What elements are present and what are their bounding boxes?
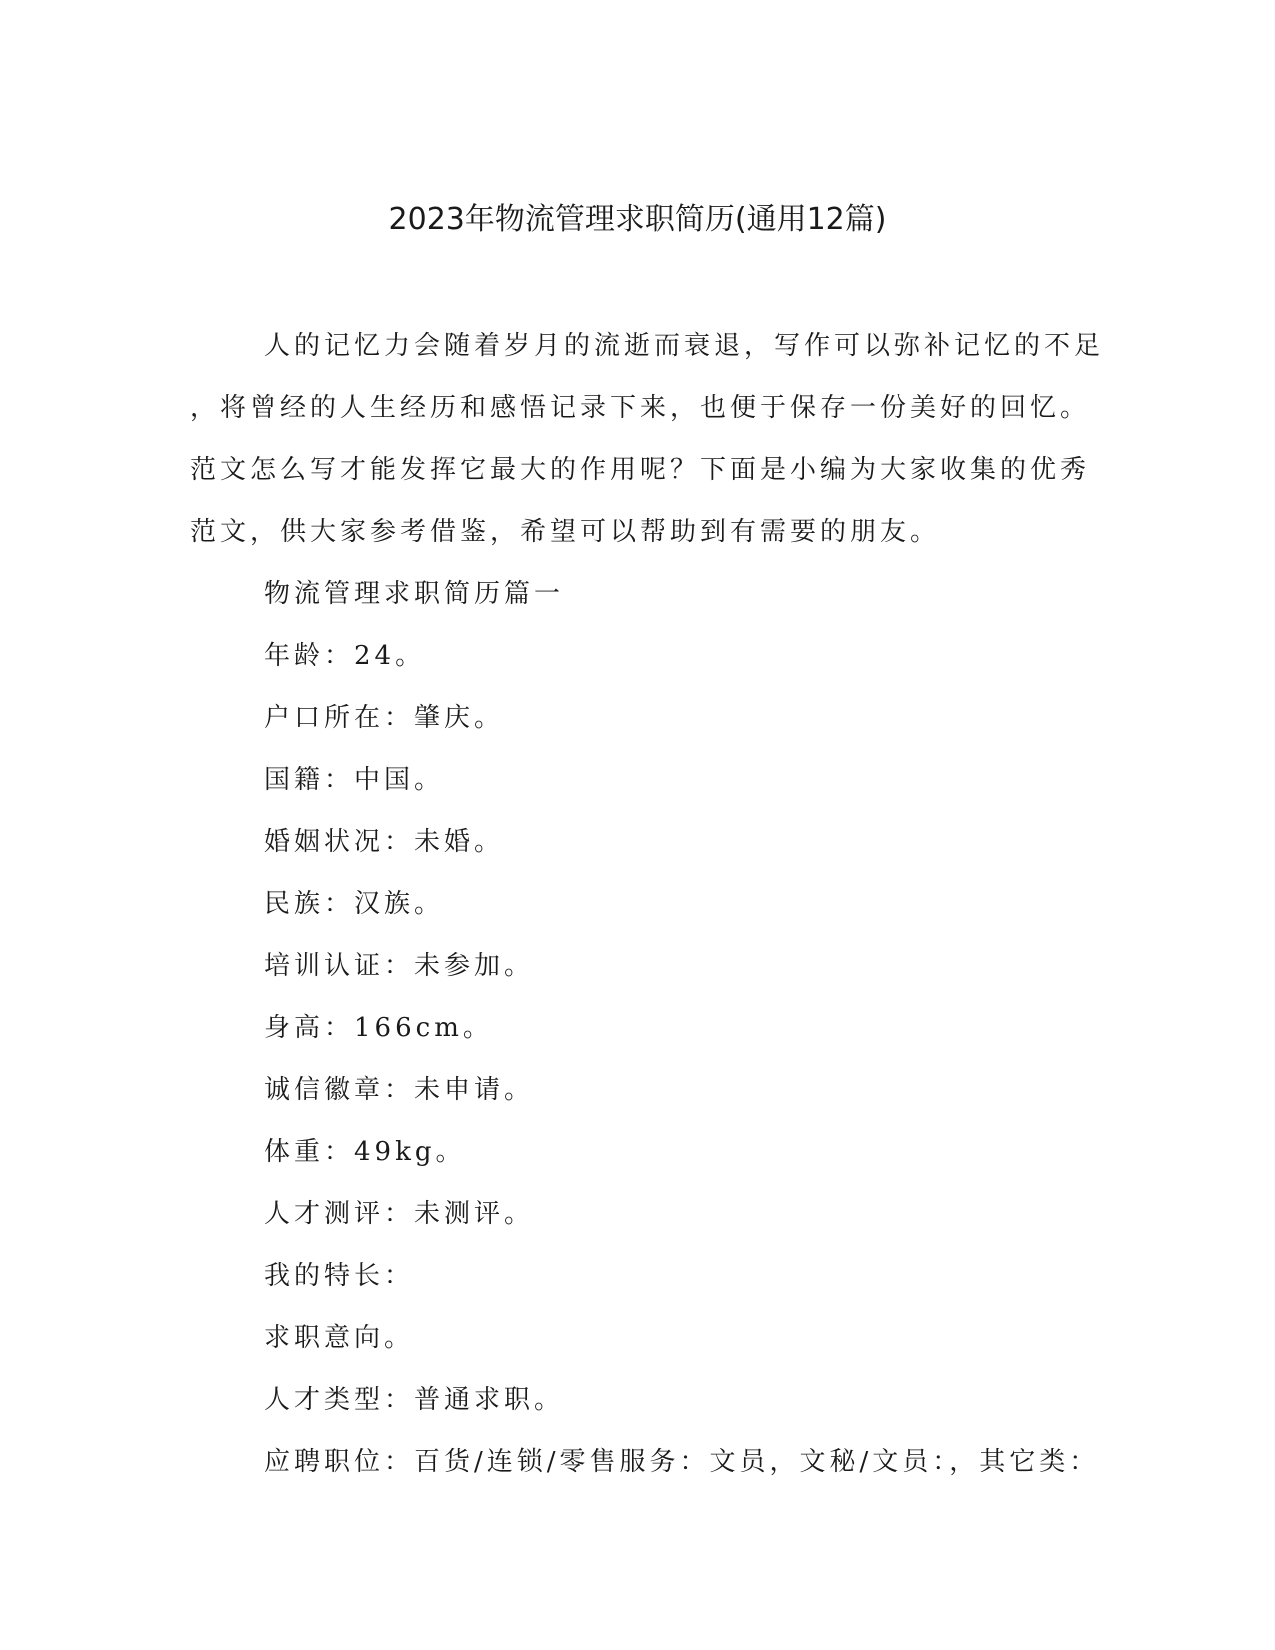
field-talent-assessment: 人才测评：未测评。 (264, 1199, 535, 1229)
intro-line: ，将曾经的人生经历和感悟记录下来，也便于保存一份美好的回忆。 (190, 393, 1091, 423)
field-marital-status: 婚姻状况：未婚。 (264, 827, 505, 857)
section-heading: 物流管理求职简历篇一 (264, 579, 565, 609)
field-applied-position: 应聘职位：百货/连锁/零售服务：文员，文秘/文员：，其它类： (264, 1447, 1100, 1477)
intro-line: 范文，供大家参考借鉴，希望可以帮助到有需要的朋友。 (190, 517, 941, 547)
field-job-intention: 求职意向。 (264, 1323, 415, 1353)
field-specialties: 我的特长： (264, 1261, 415, 1291)
intro-line: 范文怎么写才能发挥它最大的作用呢？下面是小编为大家收集的优秀 (190, 455, 1091, 485)
field-certification: 培训认证：未参加。 (264, 951, 535, 981)
field-nationality: 国籍：中国。 (264, 765, 445, 795)
resume-fields (264, 574, 1100, 1504)
field-height: 身高：166cm。 (264, 1013, 493, 1043)
document-title: 2023年物流管理求职简历(通用12篇) (388, 202, 887, 237)
field-integrity-badge: 诚信徽章：未申请。 (264, 1075, 535, 1105)
intro-line: 人的记忆力会随着岁月的流逝而衰退，写作可以弥补记忆的不足 (264, 331, 1105, 361)
field-weight: 体重：49kg。 (264, 1137, 466, 1167)
field-talent-type: 人才类型：普通求职。 (264, 1385, 565, 1415)
intro-paragraph (190, 326, 1105, 574)
field-ethnicity: 民族：汉族。 (264, 889, 445, 919)
field-age: 年龄：24。 (264, 641, 426, 671)
field-hukou: 户口所在：肇庆。 (264, 703, 505, 733)
